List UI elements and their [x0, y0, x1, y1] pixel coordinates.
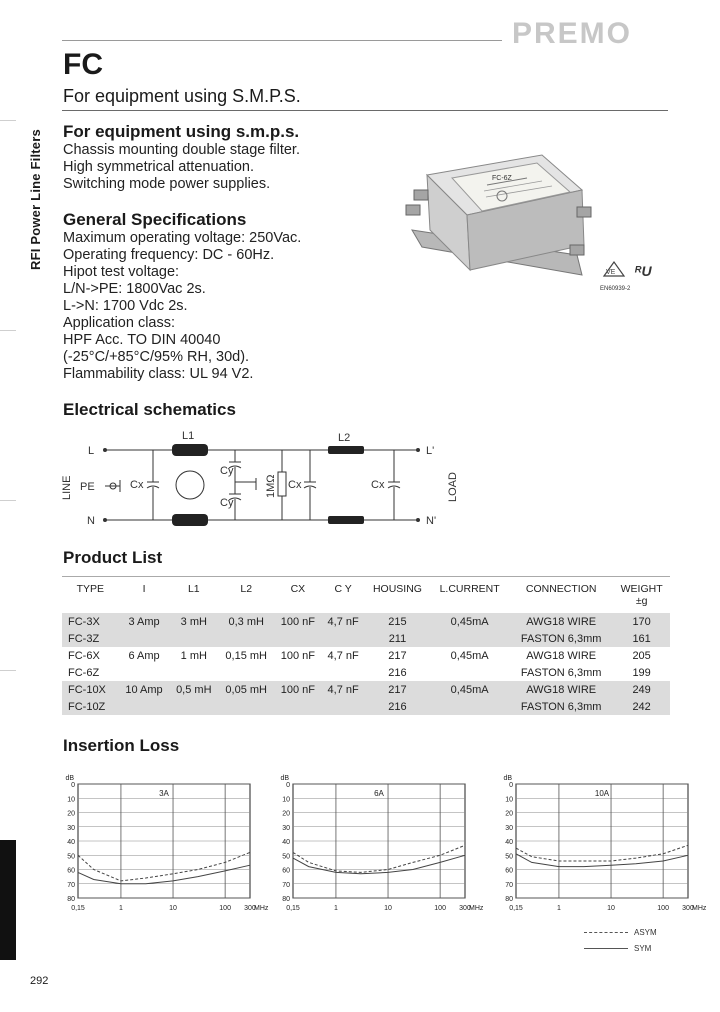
- header-rule: [62, 40, 502, 41]
- table-cell: FC-10X: [62, 681, 119, 698]
- y-unit-label: dB: [280, 775, 289, 782]
- table-row: [62, 647, 670, 664]
- x-unit-label: MHz: [469, 905, 484, 912]
- chart-legend: [584, 924, 657, 956]
- legend-asym: ASYM: [584, 924, 657, 940]
- x-tick-label: 1: [333, 905, 338, 912]
- table-cell: FC-10Z: [62, 698, 119, 715]
- table-cell: 217: [365, 681, 430, 698]
- table-cell: [169, 630, 218, 647]
- table-cell: 205: [632, 649, 651, 662]
- insertion-chart-3a: [50, 768, 270, 918]
- table-cell: [169, 664, 218, 681]
- insertion-chart-6a: [265, 768, 485, 918]
- table-cell: [218, 664, 274, 681]
- photo-label: FC-6Z: [492, 175, 512, 182]
- table-cell: [119, 630, 170, 647]
- y-tick-label: 70: [505, 881, 513, 889]
- schematic-heading: Electrical schematics: [63, 400, 236, 419]
- x-unit-label: MHz: [254, 905, 269, 912]
- col-leakage: L.CURRENT: [430, 577, 509, 614]
- table-cell: 3 Amp: [119, 613, 170, 630]
- table-cell: [119, 664, 170, 681]
- table-cell: FASTON 6,3mm: [520, 666, 602, 679]
- y-tick-label: 40: [282, 839, 290, 846]
- table-cell: 100 nF: [280, 649, 315, 662]
- table-cell: 0,05 mH: [218, 681, 274, 698]
- table-header-row: [62, 577, 670, 614]
- choke-l1-top: [172, 444, 208, 456]
- col-type: TYPE: [62, 577, 119, 614]
- spec-line: L->N: 1700 Vdc 2s.: [63, 298, 188, 314]
- table-row: [62, 630, 670, 647]
- table-cell: [321, 630, 364, 647]
- table-cell: FC-3Z: [62, 630, 119, 647]
- series-sym-line: [293, 855, 465, 874]
- y-tick-label: 80: [505, 896, 513, 903]
- y-tick-label: 20: [505, 810, 513, 818]
- chart-title: 3A: [159, 789, 169, 798]
- table-cell: [169, 698, 218, 715]
- table-cell: 216: [388, 666, 407, 679]
- table-cell: 1 mH: [180, 649, 207, 662]
- y-tick-label: 10: [282, 796, 290, 804]
- col-weight: WEIGHT ±g: [613, 577, 670, 614]
- specs-section: [63, 210, 393, 383]
- y-tick-label: 20: [67, 810, 75, 818]
- table-cell: 4,7 nF: [321, 613, 364, 630]
- table-cell: [430, 664, 509, 681]
- col-l1: L1: [169, 577, 218, 614]
- product-table: [62, 576, 670, 715]
- spec-line: Hipot test voltage:: [63, 264, 180, 280]
- chart-title: 10A: [594, 789, 610, 798]
- schem-label-pe: PE: [80, 481, 95, 493]
- y-tick-label: 20: [282, 810, 290, 818]
- y-tick-label: 10: [67, 796, 75, 804]
- intro-section: [63, 122, 393, 193]
- table-cell: AWG18 WIRE: [526, 649, 597, 662]
- table-cell: AWG18 WIRE: [509, 681, 613, 698]
- x-tick-label: 10: [607, 905, 615, 912]
- y-tick-label: 70: [67, 881, 75, 889]
- table-cell: 199: [632, 666, 651, 679]
- electrical-schematic: [60, 424, 470, 536]
- x-tick-label: 10: [169, 905, 177, 912]
- table-cell: 100 nF: [274, 613, 321, 630]
- y-tick-label: 0: [71, 782, 75, 789]
- choke-l1-bottom: [172, 514, 208, 526]
- y-tick-label: 10: [505, 796, 513, 804]
- y-tick-label: 30: [505, 824, 513, 832]
- sidebar-divider: [0, 330, 16, 331]
- x-tick-label: 100: [219, 905, 231, 912]
- intro-heading: For equipment using s.m.p.s.: [63, 122, 300, 141]
- table-cell: 216: [365, 698, 430, 715]
- x-tick-label: 300: [459, 905, 471, 912]
- legend-sym: SYM: [584, 940, 657, 956]
- sidebar-divider: [0, 120, 16, 121]
- table-cell: 0,45mA: [430, 681, 509, 698]
- y-tick-label: 50: [505, 853, 513, 861]
- table-cell: FC-3X: [62, 613, 119, 630]
- x-unit-label: MHz: [692, 905, 707, 912]
- table-row: [62, 698, 670, 715]
- product-photo: [392, 135, 592, 305]
- table-cell: AWG18 WIRE: [509, 613, 613, 630]
- y-unit-label: dB: [503, 775, 512, 782]
- table-cell: 161: [613, 630, 670, 647]
- table-cell: 10 Amp: [119, 681, 170, 698]
- table-cell: 0,15 mH: [225, 649, 267, 662]
- table-cell: [321, 664, 364, 681]
- schem-label-cx3: Cx: [371, 479, 385, 491]
- schem-label-line: LINE: [61, 475, 73, 500]
- chart-title: 6A: [374, 789, 384, 798]
- certification-marks: [600, 258, 670, 298]
- y-tick-label: 30: [282, 824, 290, 832]
- products-heading: Product List: [63, 548, 163, 567]
- table-cell: 100 nF: [274, 681, 321, 698]
- table-cell: [119, 698, 170, 715]
- table-cell: [218, 630, 274, 647]
- schem-label-cx1: Cx: [130, 479, 144, 491]
- y-tick-label: 0: [286, 782, 290, 789]
- insertion-heading: Insertion Loss: [63, 736, 180, 755]
- schem-label-resistor: 1MΩ: [265, 474, 277, 498]
- col-connection: CONNECTION: [509, 577, 613, 614]
- series-sym-line: [78, 865, 250, 884]
- x-tick-label: 300: [244, 905, 256, 912]
- y-tick-label: 80: [282, 896, 290, 903]
- col-housing: HOUSING: [365, 577, 430, 614]
- intro-line: Switching mode power supplies.: [63, 176, 271, 192]
- table-cell: FASTON 6,3mm: [509, 698, 613, 715]
- table-cell: 215: [365, 613, 430, 630]
- table-row: [62, 613, 670, 630]
- table-cell: [430, 698, 509, 715]
- ul-mark-icon: ᴿU: [634, 263, 652, 279]
- series-asym-line: [516, 845, 688, 861]
- col-l2: L2: [218, 577, 274, 614]
- table-cell: [274, 698, 321, 715]
- y-tick-label: 60: [67, 867, 75, 875]
- x-tick-label: 0,15: [71, 905, 85, 912]
- x-tick-label: 300: [682, 905, 694, 912]
- schem-label-cy2: Cy: [220, 497, 234, 509]
- col-cy: C Y: [321, 577, 364, 614]
- sidebar-divider: [0, 500, 16, 501]
- table-cell: 0,3 mH: [218, 613, 274, 630]
- side-section-label: RFI Power Line Filters: [28, 129, 43, 270]
- specs-heading: General Specifications: [63, 210, 247, 229]
- y-tick-label: 80: [67, 896, 75, 903]
- sidebar-divider: [0, 670, 16, 671]
- table-cell: [274, 664, 321, 681]
- schem-label-l2: L2: [338, 432, 351, 444]
- series-sym-line: [516, 854, 688, 867]
- table-cell: 0,45mA: [450, 649, 489, 662]
- x-tick-label: 1: [556, 905, 561, 912]
- schem-label-np: N': [426, 515, 437, 527]
- table-cell: 4,7 nF: [327, 649, 359, 662]
- table-cell: 6 Amp: [128, 649, 160, 662]
- y-tick-label: 30: [67, 824, 75, 832]
- intro-line: Chassis mounting double stage filter.: [63, 142, 300, 158]
- spec-line: (-25°C/+85°C/95% RH, 30d).: [63, 349, 250, 365]
- spec-lines: [63, 230, 393, 383]
- table-cell: FASTON 6,3mm: [509, 630, 613, 647]
- schem-label-l: L: [88, 445, 95, 457]
- y-tick-label: 50: [67, 853, 75, 861]
- table-row: [62, 664, 670, 681]
- x-tick-label: 0,15: [286, 905, 300, 912]
- spec-line: Flammability class: UL 94 V2.: [63, 366, 254, 382]
- intro-lines: [63, 142, 393, 193]
- y-unit-label: dB: [65, 775, 74, 782]
- schem-label-load: LOAD: [447, 472, 459, 502]
- schem-label-n: N: [87, 515, 95, 527]
- y-tick-label: 50: [282, 853, 290, 861]
- table-row: [62, 681, 670, 698]
- table-cell: 242: [613, 698, 670, 715]
- spec-line: HPF Acc. TO DIN 40040: [63, 332, 221, 348]
- table-cell: [218, 698, 274, 715]
- table-cell: 0,5 mH: [169, 681, 218, 698]
- choke-l2-top: [328, 446, 364, 454]
- table-cell: [430, 630, 509, 647]
- spec-line: L/N->PE: 1800Vac 2s.: [63, 281, 206, 297]
- x-tick-label: 1: [118, 905, 123, 912]
- table-cell: 0,45mA: [430, 613, 509, 630]
- svg-text:VE: VE: [606, 269, 616, 276]
- x-tick-label: 100: [657, 905, 669, 912]
- table-cell: 170: [613, 613, 670, 630]
- section-tab: [0, 840, 16, 960]
- insertion-chart-10a: [488, 768, 708, 918]
- brand-logo: PREMO: [512, 17, 633, 50]
- table-cell: 4,7 nF: [321, 681, 364, 698]
- table-cell: FC-6X: [68, 649, 100, 662]
- col-cx: CX: [274, 577, 321, 614]
- spec-line: Application class:: [63, 315, 176, 331]
- y-tick-label: 60: [505, 867, 513, 875]
- y-tick-label: 40: [505, 839, 513, 846]
- page-number: 292: [30, 975, 49, 987]
- schem-label-l1: L1: [182, 430, 195, 442]
- table-cell: 249: [613, 681, 670, 698]
- table-cell: [274, 630, 321, 647]
- y-tick-label: 40: [67, 839, 75, 846]
- spec-line: Maximum operating voltage: 250Vac.: [63, 230, 302, 246]
- subtitle-rule: [62, 110, 668, 111]
- table-cell: 3 mH: [169, 613, 218, 630]
- y-tick-label: 70: [282, 881, 290, 889]
- x-tick-label: 100: [434, 905, 446, 912]
- page-subtitle: For equipment using S.M.P.S.: [63, 86, 301, 106]
- x-tick-label: 10: [384, 905, 392, 912]
- choke-l2-bottom: [328, 516, 364, 524]
- page-title: FC: [63, 48, 103, 81]
- series-asym-line: [78, 852, 250, 881]
- table-cell: 217: [388, 649, 407, 662]
- cert-standard-label: EN60939-2: [600, 286, 631, 292]
- intro-line: High symmetrical attenuation.: [63, 159, 254, 175]
- y-tick-label: 60: [282, 867, 290, 875]
- table-cell: [321, 698, 364, 715]
- schem-label-cx2: Cx: [288, 479, 302, 491]
- col-current: I: [119, 577, 170, 614]
- y-tick-label: 0: [509, 782, 513, 789]
- table-cell: 211: [365, 630, 430, 647]
- spec-line: Operating frequency: DC - 60Hz.: [63, 247, 275, 263]
- table-cell: FC-6Z: [68, 666, 100, 679]
- schem-label-cy1: Cy: [220, 465, 234, 477]
- schem-label-lp: L': [426, 445, 435, 457]
- x-tick-label: 0,15: [509, 905, 523, 912]
